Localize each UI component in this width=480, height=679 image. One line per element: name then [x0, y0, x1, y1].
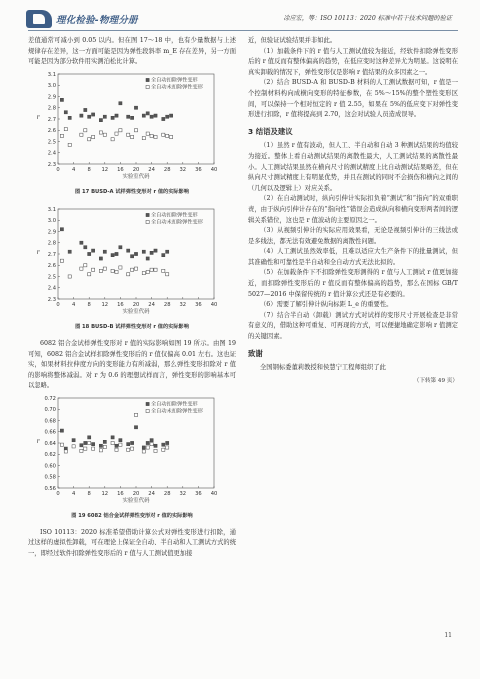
- data-point-open: [92, 269, 95, 272]
- x-tick-label: 36: [195, 166, 202, 173]
- y-tick-label: 0.72: [44, 395, 56, 402]
- x-tick-label: 16: [117, 490, 124, 497]
- y-tick-label: 0.62: [44, 451, 56, 458]
- data-point-filled: [150, 439, 153, 442]
- conclusion-item: （4）人工测试虽然效率低，且难以适应大生产条件下的批量测试，但其准确性和可靠性是半自动和全自动方式无法比拟的。: [248, 248, 458, 266]
- data-point-filled: [131, 116, 134, 119]
- data-point-open: [84, 264, 87, 267]
- data-point-open: [119, 266, 122, 269]
- data-point-open: [88, 273, 91, 276]
- y-tick-label: 3.0: [47, 82, 56, 89]
- data-point-open: [166, 273, 169, 276]
- x-tick-label: 12: [101, 302, 109, 309]
- figure-18-caption: 图 18 BUSD-B 试样弹性变形对 r 值的实际影响: [75, 324, 189, 331]
- data-point-open: [142, 450, 145, 453]
- legend-label: 全自动扣除弹性变形: [151, 212, 198, 219]
- data-point-filled: [150, 115, 153, 118]
- data-point-open: [103, 267, 106, 270]
- data-point-open: [170, 135, 173, 138]
- legend-marker: [146, 409, 149, 412]
- data-point-filled: [162, 117, 165, 120]
- legend-label: 全自动未扣除弹性变形: [151, 408, 203, 415]
- journal-logo: [26, 9, 138, 29]
- data-point-filled: [142, 446, 145, 449]
- legend-label: 全自动扣除弹性变形: [151, 77, 198, 84]
- data-point-open: [127, 273, 130, 276]
- continued-note: （下转第 49 页）: [413, 377, 458, 384]
- x-tick-label: 0: [56, 166, 60, 173]
- finding-item: （2）结合 BUSD-A 和 BUSD-B 材料的人工测试数据可知，r 值是一个控制材料构向成横向变形的特征参数，在 5%～15%的整个塑性变形区间，可以保持一个相对恒定的 r 值 2.55，如果在 5%的低应变下对弹性变形进行扣除，r 值将提高到 2.70，这会对试验人员造成误导。: [248, 79, 458, 119]
- data-point-filled: [111, 436, 114, 439]
- data-point-open: [154, 449, 157, 452]
- x-tick-label: 12: [101, 490, 109, 497]
- data-point-open: [150, 442, 153, 445]
- data-point-open: [80, 267, 83, 270]
- figure-18-plot: [28, 203, 236, 319]
- y-tick-label: 0.70: [44, 406, 56, 413]
- data-point-open: [134, 128, 137, 131]
- data-point-open: [142, 272, 145, 275]
- figure-19-plot: [28, 392, 236, 508]
- x-tick-label: 20: [132, 490, 140, 497]
- left-column: [28, 36, 236, 559]
- data-point-filled: [131, 441, 134, 444]
- data-point-open: [119, 443, 122, 446]
- data-point-open: [111, 137, 114, 140]
- conclusion-item: （7）结合半自动（卸载）测试方式对试样的变形尺寸开展检查是非常有意义的，借助这种可重复、可再现的方式，可以便捷地确定影响 r 值测定的关键因素。: [248, 311, 458, 341]
- data-point-filled: [134, 106, 137, 109]
- data-point-filled: [80, 114, 83, 117]
- data-point-filled: [103, 251, 106, 254]
- data-point-filled: [88, 253, 91, 256]
- y-axis-label: r: [36, 113, 40, 121]
- x-tick-label: 28: [163, 302, 171, 309]
- data-point-open: [80, 449, 83, 452]
- data-point-open: [92, 447, 95, 450]
- data-point-filled: [115, 253, 118, 256]
- x-tick-label: 32: [179, 166, 187, 173]
- data-point-filled: [84, 108, 87, 111]
- x-tick-label: 12: [101, 166, 109, 173]
- journal-logo-icon: [26, 10, 52, 28]
- x-tick-label: 8: [87, 490, 91, 497]
- x-tick-label: 16: [117, 166, 124, 173]
- data-point-filled: [92, 249, 95, 252]
- y-tick-label: 0.60: [44, 463, 56, 470]
- conclusion-item: （3）从视频引伸计的实际应用效果看，无论是视频引伸计的三线法或是多线法，都无法有效避免数据的离散性问题。: [248, 227, 458, 245]
- y-tick-label: 2.5: [47, 274, 56, 281]
- data-point-filled: [92, 113, 95, 116]
- data-point-filled: [146, 257, 149, 260]
- data-point-filled: [146, 441, 149, 444]
- y-tick-label: 2.5: [47, 139, 56, 146]
- data-point-filled: [68, 116, 71, 119]
- legend-label: 全自动未扣除弹性变形: [151, 219, 203, 226]
- data-point-filled: [115, 114, 118, 117]
- data-point-filled: [72, 439, 75, 442]
- data-point-filled: [111, 116, 114, 119]
- data-point-open: [111, 270, 114, 273]
- data-point-open: [72, 445, 75, 448]
- data-point-filled: [84, 246, 87, 249]
- x-tick-label: 16: [117, 302, 124, 309]
- data-point-open: [131, 269, 134, 272]
- y-tick-label: 2.7: [47, 252, 56, 259]
- data-point-open: [127, 448, 130, 451]
- data-point-filled: [134, 426, 137, 429]
- legend-marker: [146, 85, 149, 88]
- data-point-open: [88, 137, 91, 140]
- y-axis-label: r: [36, 249, 40, 257]
- data-point-filled: [162, 443, 165, 446]
- x-tick-label: 0: [56, 302, 60, 309]
- data-point-filled: [146, 112, 149, 115]
- data-point-open: [142, 136, 145, 139]
- data-point-open: [150, 134, 153, 137]
- figure-17-chart: [28, 68, 236, 184]
- section-heading: 3 结语及建议: [248, 126, 293, 136]
- data-point-open: [162, 448, 165, 451]
- x-tick-label: 4: [71, 490, 76, 497]
- y-tick-label: 0.64: [44, 440, 56, 447]
- figure-18-chart: [28, 203, 236, 319]
- data-point-open: [64, 127, 67, 130]
- y-tick-label: 2.3: [47, 297, 56, 304]
- x-tick-label: 24: [148, 166, 155, 173]
- data-point-open: [162, 133, 165, 136]
- x-tick-label: 36: [195, 490, 202, 497]
- legend-marker: [146, 214, 149, 217]
- data-point-open: [99, 449, 102, 452]
- y-tick-label: 3.0: [47, 218, 56, 225]
- legend-marker: [146, 402, 149, 405]
- data-point-filled: [166, 115, 169, 118]
- conclusion-item: （5）在加载条件下不扣除弹性变形测得的 r 值与人工测试 r 值更加接近，而扣除弹性变形后的 r 值反而有整体偏高的趋势，那么在国标 GB/T 5027—2016 中保留传统的 r 值计算公式还是有必要的。: [248, 269, 458, 298]
- data-point-open: [134, 413, 137, 416]
- y-tick-label: 2.4: [47, 150, 56, 157]
- data-point-open: [166, 446, 169, 449]
- legend-marker: [146, 78, 149, 81]
- data-point-filled: [80, 444, 83, 447]
- x-axis-label: 实验室代码: [122, 497, 150, 504]
- x-axis-label: 实验室代码: [122, 173, 150, 180]
- x-tick-label: 32: [179, 302, 187, 309]
- data-point-open: [60, 443, 63, 446]
- y-tick-label: 2.8: [47, 105, 56, 112]
- data-point-open: [60, 260, 63, 263]
- data-point-open: [127, 133, 130, 136]
- x-tick-label: 20: [132, 302, 140, 309]
- data-point-open: [146, 446, 149, 449]
- x-tick-label: 20: [132, 166, 140, 173]
- x-tick-label: 8: [87, 302, 91, 309]
- y-tick-label: 0.58: [44, 474, 56, 481]
- y-tick-label: 3.1: [47, 71, 56, 78]
- data-point-filled: [103, 115, 106, 118]
- data-point-filled: [68, 251, 71, 254]
- conclusion-item: （2）在自动测试时，纵向引伸计实际扣负着“测试”和“指向”的双重职责，由于纵向引伸计存在的“指向性”错误会造成纵向和横向变形两者间的逻辑关系错位，这也是 r 值波动的主要原因之一。: [248, 195, 458, 224]
- data-point-open: [88, 441, 91, 444]
- figure-19-chart: [28, 392, 236, 508]
- data-point-open: [111, 441, 114, 444]
- paragraph: ISO 10113：2020 标准希望借助计算公式对弹性变形进行扣除，通过这样的虚拟性卸载，可在理论上保证全自动、半自动和人工测试方式的统一，即经过软件扣除弹性变形后的 r 值与人工测试值更加接: [28, 528, 236, 557]
- x-tick-label: 40: [210, 302, 218, 309]
- data-point-open: [64, 450, 67, 453]
- data-point-open: [99, 131, 102, 134]
- x-tick-label: 4: [71, 166, 76, 173]
- data-point-open: [84, 128, 87, 131]
- data-point-open: [131, 447, 134, 450]
- data-point-open: [103, 445, 106, 448]
- figure-17-plot: [28, 68, 236, 184]
- figure-19-caption: 图 19 6082 铝合金试样弹性变形对 r 值的实际影响: [71, 512, 193, 519]
- data-point-open: [68, 143, 71, 146]
- y-tick-label: 2.9: [47, 94, 56, 101]
- x-tick-label: 24: [148, 490, 155, 497]
- data-point-filled: [88, 436, 91, 439]
- data-point-filled: [119, 246, 122, 249]
- paragraph: 近，但验证试验结果并非如此。: [248, 37, 337, 44]
- x-axis-label: 实验室代码: [122, 309, 150, 316]
- data-point-filled: [80, 242, 83, 245]
- acknowledgement-text: 全国钢标委董莉教授和侯慧宁工程师组织了此: [260, 364, 386, 372]
- data-point-filled: [166, 441, 169, 444]
- data-point-filled: [131, 255, 134, 258]
- data-point-filled: [154, 444, 157, 447]
- data-point-filled: [127, 115, 130, 118]
- x-tick-label: 32: [179, 490, 187, 497]
- acknowledgement-heading: 致谢: [248, 348, 263, 358]
- page-number: 11: [444, 632, 452, 639]
- x-tick-label: 24: [148, 302, 155, 309]
- data-point-filled: [111, 254, 114, 257]
- legend-label: 全自动扣除弹性变形: [151, 401, 198, 408]
- data-point-filled: [142, 251, 145, 254]
- data-point-open: [115, 271, 118, 274]
- y-tick-label: 2.3: [47, 161, 56, 168]
- data-point-filled: [99, 444, 102, 447]
- data-point-filled: [166, 251, 169, 254]
- data-point-filled: [84, 441, 87, 444]
- data-point-filled: [154, 249, 157, 252]
- data-point-open: [115, 132, 118, 135]
- data-point-filled: [88, 115, 91, 118]
- y-tick-label: 0.56: [44, 485, 56, 492]
- data-point-filled: [162, 254, 165, 257]
- right-column: [248, 36, 458, 386]
- y-tick-label: 2.6: [47, 263, 56, 270]
- data-point-filled: [170, 114, 173, 117]
- y-tick-label: 2.6: [47, 127, 56, 134]
- y-tick-label: 2.4: [47, 285, 56, 292]
- data-point-filled: [64, 110, 67, 113]
- data-point-open: [146, 132, 149, 135]
- y-tick-label: 3.1: [47, 207, 56, 214]
- journal-name: 理化检验-物理分册: [56, 15, 138, 26]
- data-point-open: [154, 135, 157, 138]
- data-point-filled: [142, 114, 145, 117]
- data-point-open: [84, 447, 87, 450]
- figure-17-caption: 图 17 BUSD-A 试样弹性变形对 r 值的实际影响: [75, 188, 189, 195]
- y-tick-label: 2.8: [47, 240, 56, 247]
- data-point-filled: [134, 253, 137, 256]
- data-point-filled: [99, 118, 102, 121]
- data-point-open: [166, 134, 169, 137]
- data-point-filled: [60, 429, 63, 432]
- data-point-open: [150, 269, 153, 272]
- data-point-filled: [115, 444, 118, 447]
- finding-item: （1）加载条件下的 r 值与人工测试值较为接近，经软件扣除弹性变形后的 r 值反而有整体偏高的趋势，在低应变时这种差异尤为明显。这说明在真实卸载的情况下，弹性变形仅是影响 r 值结果的众多因素之一。: [248, 47, 458, 76]
- running-title: 凃应宏，等：ISO 10113：2020 标准中若干技术问题的验证: [283, 15, 452, 22]
- conclusion-item: （6）需要了解引伸计纵向标距 L_e 的重要性。: [260, 301, 393, 309]
- y-tick-label: 0.66: [44, 429, 56, 436]
- x-tick-label: 40: [210, 166, 218, 173]
- x-tick-label: 8: [87, 166, 91, 173]
- conclusion-item: （1）虽然 r 值有波动，但人工、半自动和自动 3 种测试结果的均值较为接近。整体上看自动测试结果的离散性最大，人工测试结果的离散性最小。人工测试结果虽然在横向尺寸的测试精度上比自动测试结果略差，但在纵向尺寸测试精度上有明显优势，并且在测试的同时不会损伤和横向之间的（几何以及逻辑上）对应关系。: [248, 142, 458, 192]
- data-point-open: [134, 267, 137, 270]
- x-tick-label: 4: [71, 302, 76, 309]
- paragraph: 差值通常可减小到 0.05 以内。但在图 17～18 中，也有少量数据与上述规律存在差异，这一方面可能是因为弹性段斜率 m_E 存在差异，另一方面可能是因为部分软件用实测泊松比计算。: [28, 37, 236, 66]
- data-point-open: [119, 128, 122, 131]
- data-point-open: [68, 275, 71, 278]
- data-point-filled: [60, 228, 63, 231]
- data-point-open: [146, 271, 149, 274]
- x-tick-label: 28: [163, 166, 171, 173]
- data-point-open: [115, 448, 118, 451]
- legend-marker: [146, 221, 149, 224]
- x-tick-label: 28: [163, 490, 171, 497]
- y-axis-label: r: [36, 437, 40, 445]
- header-rule: [28, 30, 458, 31]
- data-point-open: [92, 135, 95, 138]
- data-point-open: [154, 269, 157, 272]
- y-tick-label: 0.68: [44, 418, 56, 425]
- data-point-open: [99, 270, 102, 273]
- data-point-open: [103, 133, 106, 136]
- data-point-filled: [92, 442, 95, 445]
- data-point-filled: [103, 440, 106, 443]
- y-tick-label: 2.7: [47, 116, 56, 123]
- data-point-filled: [154, 114, 157, 117]
- data-point-filled: [127, 249, 130, 252]
- data-point-open: [60, 134, 63, 137]
- x-tick-label: 36: [195, 302, 202, 309]
- data-point-open: [80, 133, 83, 136]
- data-point-open: [162, 270, 165, 273]
- data-point-filled: [99, 257, 102, 260]
- legend-label: 全自动未扣除弹性变形: [151, 84, 203, 91]
- data-point-filled: [119, 101, 122, 104]
- data-point-filled: [60, 98, 63, 101]
- x-tick-label: 40: [210, 490, 218, 497]
- data-point-filled: [127, 442, 130, 445]
- data-point-open: [131, 135, 134, 138]
- y-tick-label: 2.9: [47, 229, 56, 236]
- data-point-filled: [119, 439, 122, 442]
- paragraph: 6082 铝合金试样弹性变形对 r 值的实际影响如图 19 所示。由图 19 可知，6082 铝合金试样扣除弹性变形后的 r 值仅偏高 0.01 左右。这也证实，如果材料拉伸度方向的变形能力有所减弱，那么弹性变形扣除对 r 值的影响将整体减弱。对 r 为 0.6 的理想试样而言，弹性变形的影响基本可以忽略。: [28, 339, 236, 390]
- data-point-filled: [150, 252, 153, 255]
- x-tick-label: 0: [56, 490, 60, 497]
